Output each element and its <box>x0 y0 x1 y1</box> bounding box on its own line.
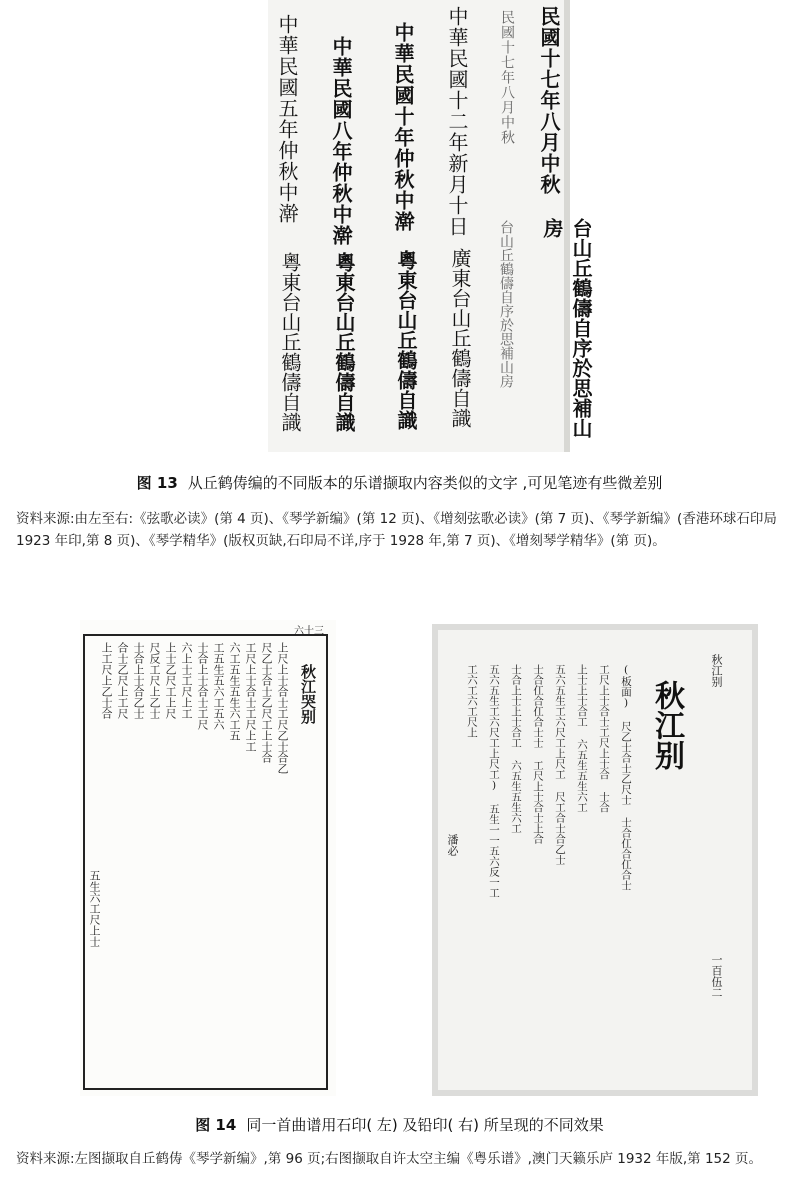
score-column: 五生六工尺上士 <box>88 870 101 947</box>
figure-13-image <box>268 0 593 452</box>
score-column: 六工五生五生六工五 <box>228 642 241 741</box>
score-side-title: 秋江别 <box>710 654 723 687</box>
inscription-date-3: 中華民國十二年新月十日 <box>445 6 469 237</box>
score-column: (板面) 尺乙士合士乙尺士 士合仜合仜合士 <box>620 664 632 891</box>
inscription-sig-6: 粵東台山丘鶴儔自識 <box>278 252 302 432</box>
figure-13-source: 资料来源:由左至右:《弦歌必读》(第 4 页)、《琴学新编》(第 12 页)、《增刻弦歌必读》(第 7 页)、《琴学新编》(香港环球石印局 1923 年印,第 8 页)、《琴学精华》(版权页缺,石印局不详,序于 1928 年,第 7 页)、《增刻琴学精华》(第 页)。 <box>16 511 777 549</box>
figure-14-caption-text: 同一首曲谱用石印( 左) 及铅印( 右) 所呈现的不同效果 <box>246 1116 604 1134</box>
score-column: 士合上士合乙士 <box>132 642 145 719</box>
inscription-date-2: 民國十七年八月中秋 <box>499 10 515 145</box>
score-column: 上士上士合工 六五生五生六工 <box>576 664 588 813</box>
figure-14-caption <box>0 1114 799 1135</box>
score-column: 工尺上士合士工尺上士合 士合 <box>598 664 610 813</box>
score-author: 潘必 <box>446 834 459 856</box>
inscription-sig-2: 台山丘鶴儔自序於思補山房 <box>498 220 514 388</box>
inscription-sig-5: 粵東台山丘鶴儔自識 <box>332 252 356 432</box>
score-column: 五六五生工六尺工上尺工) 五生一一五六反一工 <box>488 664 500 898</box>
figure-13-caption-text: 从丘鹤俦编的不同版本的乐谱撷取内容类似的文字 ,可见笔迹有些微差别 <box>187 474 663 492</box>
score-column: 士合上士上士合工 六五生五生六工 <box>510 664 522 834</box>
page-number: 六十三 <box>294 626 324 637</box>
figure-13-caption <box>0 472 799 493</box>
score-column: 尺反工尺上乙士 <box>148 642 161 719</box>
inscription-date-6: 中華民國五年仲秋中澣 <box>275 14 299 224</box>
inscription-sig-4: 粵東台山丘鶴儔自識 <box>394 250 418 430</box>
score-column: 士合仜合仜合士士 工尺上士合士上合 <box>532 664 544 844</box>
score-column: 上尺上士合士工尺乙士合乙 <box>276 642 289 774</box>
inscription-sig-1: 台山丘鶴儔自序於思補山房 <box>540 218 593 438</box>
figure-14-left-image <box>80 620 336 1096</box>
score-column: 工六工六工尺上 <box>466 664 478 738</box>
score-title: 秋江哭别 <box>299 664 317 724</box>
figure-14-source: 资料来源:左图撷取自丘鹤俦《琴学新编》,第 96 页;右图撷取自许太空主编《粤乐谱》,澳门天籁乐庐 1932 年版,第 152 页。 <box>16 1151 763 1167</box>
score-column: 六上士工尺上工 <box>180 642 193 719</box>
score-page <box>438 630 752 1090</box>
inscription-date-5: 中華民國八年仲秋中澣 <box>329 36 353 246</box>
score-title: 秋江别 <box>649 680 684 770</box>
figure-14-number: 图 14 <box>195 1116 237 1134</box>
score-column: 上工尺上乙士合 <box>100 642 113 719</box>
score-column: 士合上士合士工尺 <box>196 642 209 730</box>
figure-14-right-image <box>432 624 758 1096</box>
figure-13-number: 图 13 <box>136 474 178 492</box>
score-column: 五六五生工六尺工上尺工 尺工合士合乙士 <box>554 664 566 865</box>
inscription-date-1: 民國十七年八月中秋 <box>537 6 561 195</box>
score-column: 合士乙尺上工尺 <box>116 642 129 719</box>
score-column: 尺乙士合士乙尺工上士合 <box>260 642 273 763</box>
page-number: 一百伍二 <box>710 954 723 998</box>
score-column: 上士乙尺工上尺 <box>164 642 177 719</box>
inscription-sig-3: 廣東台山丘鶴儔自識 <box>448 248 472 428</box>
score-column: 工五生五六工五六 <box>212 642 225 730</box>
score-column: 工尺上士合士工尺上工 <box>244 642 257 752</box>
inscription-date-4: 中華民國十年仲秋中澣 <box>391 22 415 232</box>
